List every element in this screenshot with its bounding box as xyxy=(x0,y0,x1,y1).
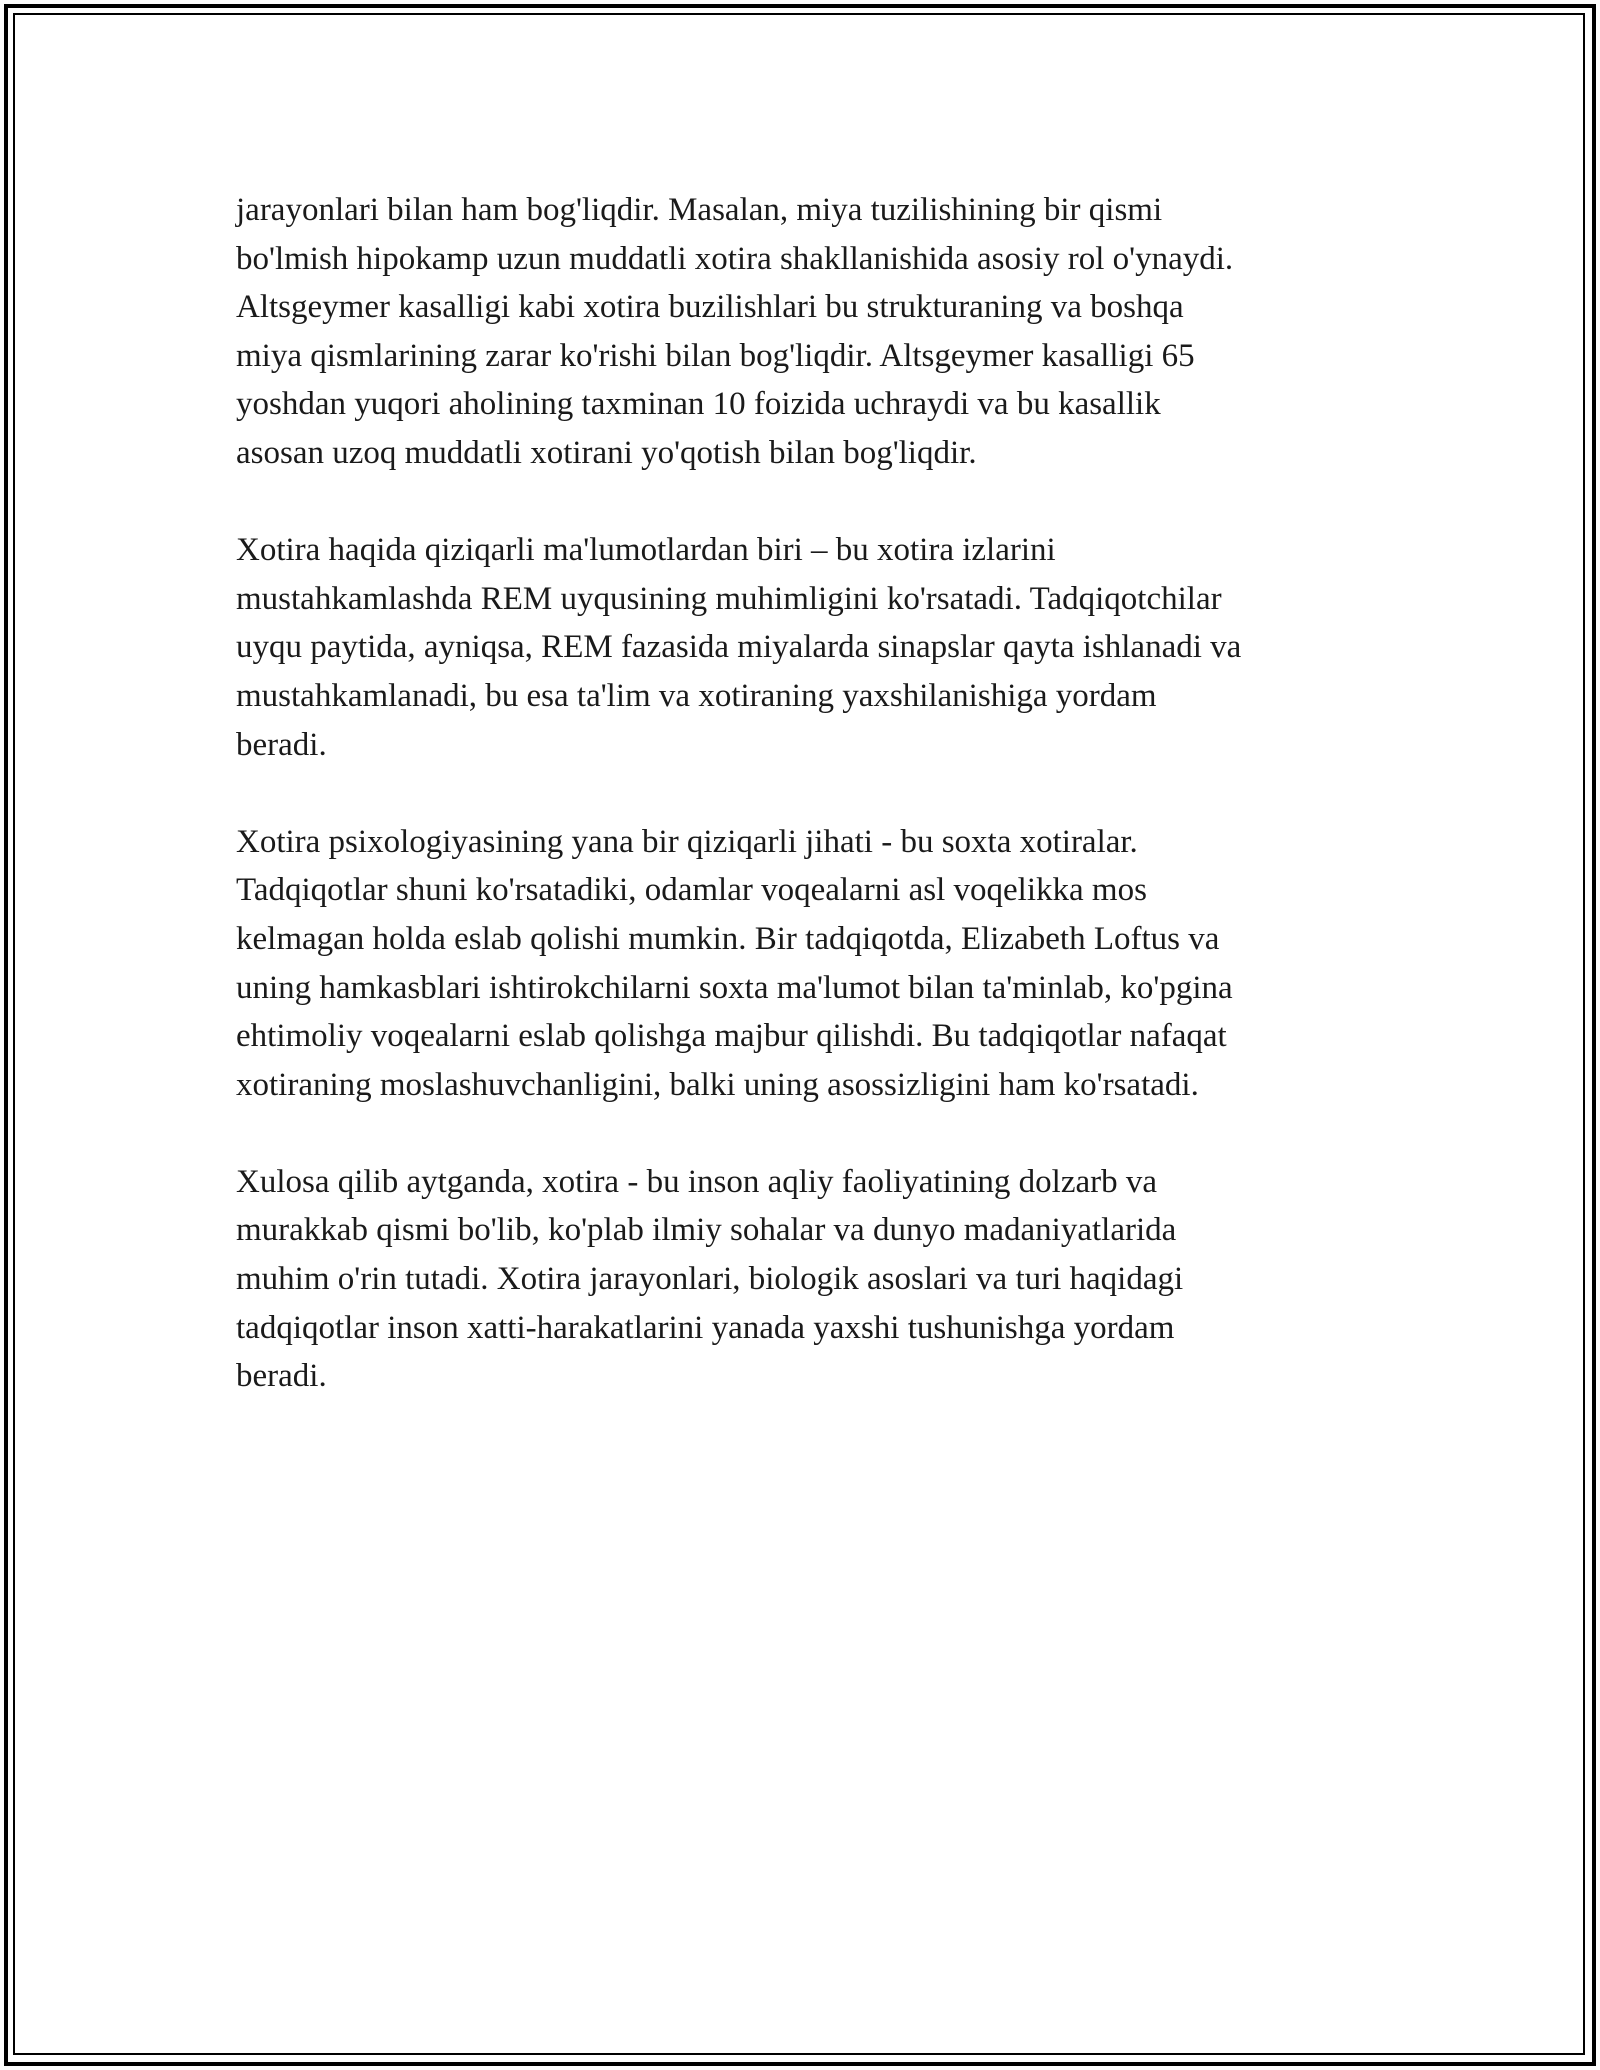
text-line: Altsgeymer kasalligi kabi xotira buzilishlari bu strukturaning va boshqa xyxy=(236,289,1184,326)
text-line: asosan uzoq muddatli xotirani yo'qotish bilan bog'liqdir. xyxy=(236,434,977,471)
document-body xyxy=(236,186,1366,1449)
text-line: Xotira haqida qiziqarli ma'lumotlardan biri – bu xotira izlarini xyxy=(236,532,1056,569)
text-line: kelmagan holda eslab qolishi mumkin. Bir tadqiqotda, Elizabeth Loftus va xyxy=(236,920,1220,957)
text-line: beradi. xyxy=(236,726,327,763)
text-line: muhim o'rin tutadi. Xotira jarayonlari, biologik asoslari va turi haqidagi xyxy=(236,1261,1184,1298)
text-line: bo'lmish hipokamp uzun muddatli xotira shakllanishida asosiy rol o'ynaydi. xyxy=(236,240,1234,277)
text-line: uyqu paytida, ayniqsa, REM fazasida miyalarda sinapslar qayta ishlanadi va xyxy=(236,629,1242,666)
paragraph-hippocampus xyxy=(236,186,1366,478)
text-line: xotiraning moslashuvchanligini, balki uning asossizligini ham ko'rsatadi. xyxy=(236,1066,1199,1103)
text-line: beradi. xyxy=(236,1358,327,1395)
paragraph-false-memories xyxy=(236,818,1366,1110)
text-line: miya qismlarining zarar ko'rishi bilan bog'liqdir. Altsgeymer kasalligi 65 xyxy=(236,337,1195,374)
text-line: yoshdan yuqori aholining taxminan 10 foizida uchraydi va bu kasallik xyxy=(236,386,1161,423)
text-line: Tadqiqotlar shuni ko'rsatadiki, odamlar voqealarni asl voqelikka mos xyxy=(236,872,1147,909)
text-line: tadqiqotlar inson xatti-harakatlarini yanada yaxshi tushunishga yordam xyxy=(236,1309,1175,1346)
text-line: jarayonlari bilan ham bog'liqdir. Masalan, miya tuzilishining bir qismi xyxy=(236,192,1163,228)
paragraph-rem-sleep xyxy=(236,526,1366,769)
text-line: ehtimoliy voqealarni eslab qolishga majbur qilishdi. Bu tadqiqotlar nafaqat xyxy=(236,1018,1227,1055)
paragraph-conclusion xyxy=(236,1158,1366,1401)
text-line: uning hamkasblari ishtirokchilarni soxta ma'lumot bilan ta'minlab, ko'pgina xyxy=(236,969,1233,1006)
text-line: murakkab qismi bo'lib, ko'plab ilmiy sohalar va dunyo madaniyatlarida xyxy=(236,1212,1177,1249)
text-line: Xotira psixologiyasining yana bir qiziqarli jihati - bu soxta xotiralar. xyxy=(236,823,1138,860)
text-line: Xulosa qilib aytganda, xotira - bu inson aqliy faoliyatining dolzarb va xyxy=(236,1163,1158,1200)
text-line: mustahkamlashda REM uyqusining muhimligini ko'rsatadi. Tadqiqotchilar xyxy=(236,580,1222,617)
text-line: mustahkamlanadi, bu esa ta'lim va xotiraning yaxshilanishiga yordam xyxy=(236,677,1157,714)
